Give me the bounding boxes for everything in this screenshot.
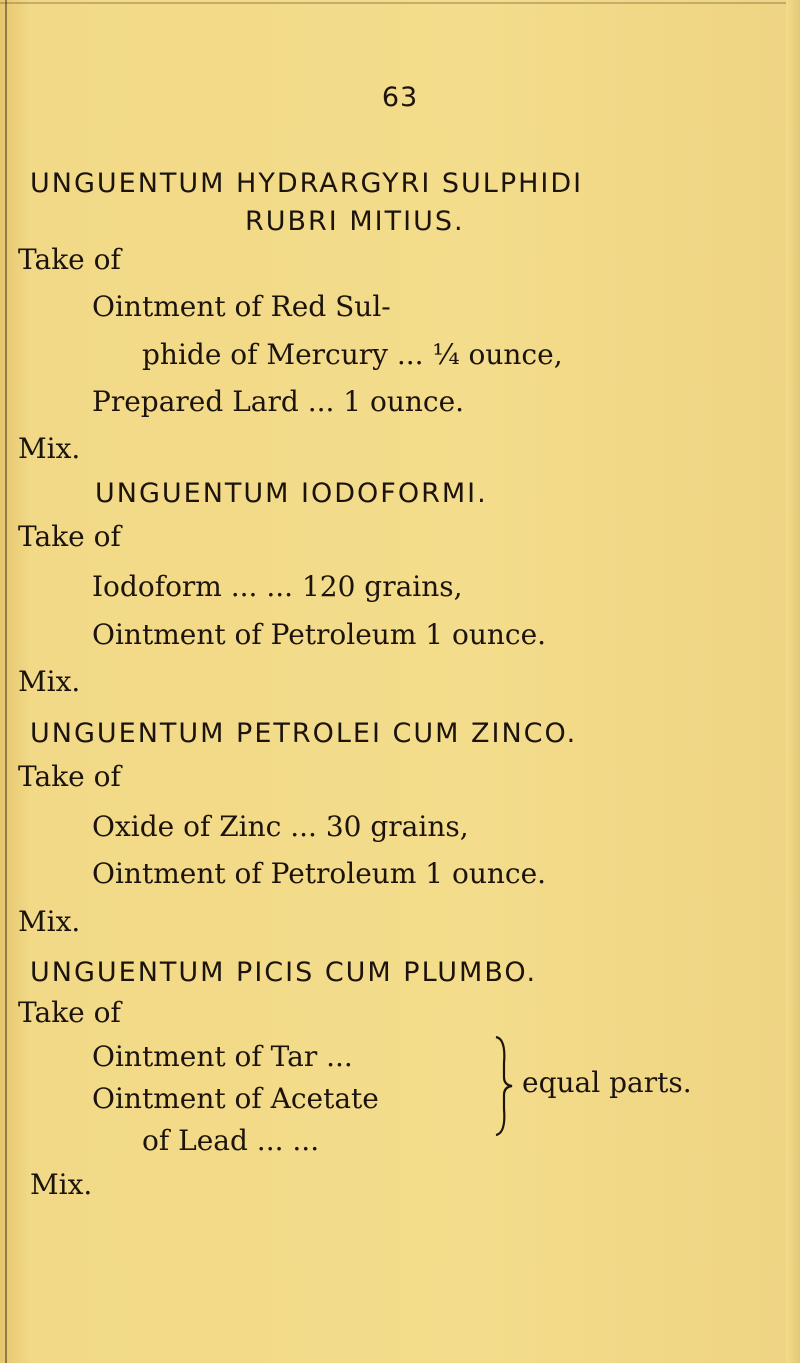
section-title-hydrargyri: UNGUENTUM HYDRARGYRI SULPHIDI: [30, 168, 584, 199]
section-title-iodoformi: UNGUENTUM IODOFORMI.: [95, 478, 488, 509]
ingredient-line: Prepared Lard ... 1 ounce.: [92, 385, 465, 418]
ingredient-line: Ointment of Red Sul-: [92, 290, 391, 323]
page-number: 63: [381, 82, 419, 113]
take-of-label: Take of: [18, 760, 121, 793]
ingredient-line: Ointment of Petroleum 1 ounce.: [92, 857, 547, 890]
mix-label: Mix.: [18, 432, 81, 465]
page-right-edge: [786, 0, 800, 1363]
take-of-label: Take of: [18, 243, 121, 276]
ingredient-line: Ointment of Petroleum 1 ounce.: [92, 618, 547, 651]
page-binding-edge: [5, 0, 7, 1363]
section-title-petrolei: UNGUENTUM PETROLEI CUM ZINCO.: [30, 718, 578, 749]
ingredient-line: phide of Mercury ... ¼ ounce,: [142, 338, 563, 371]
curly-brace-icon: [492, 1033, 514, 1138]
take-of-label: Take of: [18, 996, 121, 1029]
ingredient-line: of Lead ... ...: [142, 1124, 320, 1157]
ingredient-line: Oxide of Zinc ... 30 grains,: [92, 810, 469, 843]
page-top-edge: [0, 2, 800, 4]
mix-label: Mix.: [18, 905, 81, 938]
ingredient-line: Ointment of Tar ...: [92, 1040, 353, 1073]
section-title-picis: UNGUENTUM PICIS CUM PLUMBO.: [30, 957, 538, 988]
ingredient-line: Ointment of Acetate: [92, 1082, 379, 1115]
mix-label: Mix.: [30, 1168, 93, 1201]
section-subtitle-hydrargyri: RUBRI MITIUS.: [245, 206, 465, 237]
take-of-label: Take of: [18, 520, 121, 553]
mix-label: Mix.: [18, 665, 81, 698]
ingredient-line: Iodoform ... ... 120 grains,: [92, 570, 463, 603]
equal-parts-note: equal parts.: [522, 1066, 692, 1099]
